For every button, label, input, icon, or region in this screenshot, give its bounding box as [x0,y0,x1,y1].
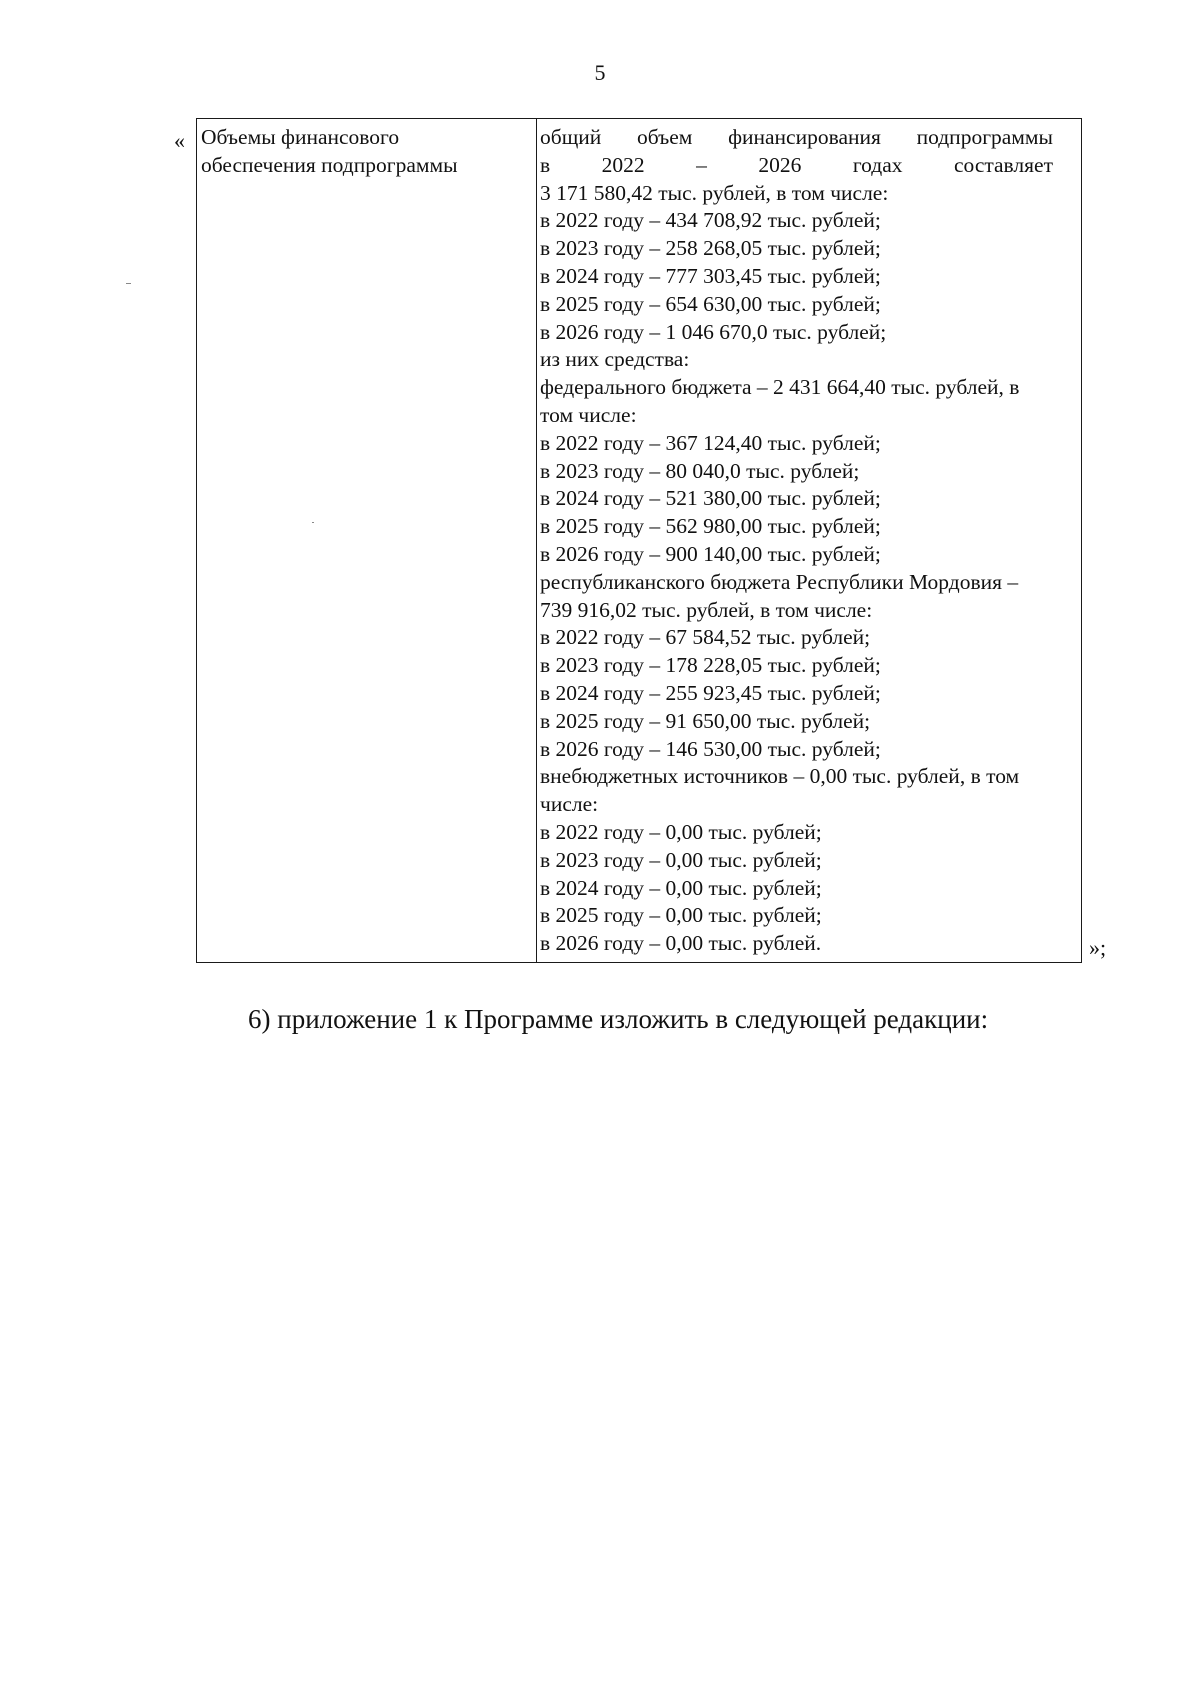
value-line: в 2023 году – 0,00 тыс. рублей; [540,847,822,872]
value-line: в 2024 году – 255 923,45 тыс. рублей; [540,680,881,705]
page-number: 5 [594,60,606,85]
value-line: в 2024 году – 0,00 тыс. рублей; [540,875,822,900]
value-line: в 2025 году – 0,00 тыс. рублей; [540,903,822,928]
value-line: в 2022 году – 434 708,92 тыс. рублей; [540,208,881,233]
value-line: в 2026 году – 1 046 670,0 тыс. рублей; [540,319,887,344]
value-line: в 2022 году – 67 584,52 тыс. рублей; [540,625,871,650]
scan-artifact [126,283,131,284]
value-line: в 2025 году – 91 650,00 тыс. рублей; [540,708,871,733]
value-line: в 2023 году – 258 268,05 тыс. рублей; [540,236,881,261]
label-cell [197,119,537,962]
word: составляет [953,152,1053,177]
value-line: федерального бюджета – 2 431 664,40 тыс. рублей, в [540,375,1020,400]
value-line: в 2025 году – 654 630,00 тыс. рублей; [540,291,881,316]
word: – [696,152,707,177]
label-line: Объемы финансового [201,125,400,149]
value-line-justified [540,152,1077,180]
value-line: из них средства: [540,347,690,372]
value-line-justified [540,124,1077,152]
value-line: в 2024 году – 777 303,45 тыс. рублей; [540,263,881,288]
value-line: в 2023 году – 178 228,05 тыс. рублей; [540,653,881,678]
financing-table [196,118,1082,963]
word: годах [852,152,903,177]
word: общий [540,125,602,149]
word: 2022 [601,152,645,177]
opening-quote: « [174,128,185,153]
word: финансирования [728,125,881,149]
word: подпрограммы [916,125,1053,149]
value-line: числе: [540,792,599,817]
word: 2026 [758,152,802,177]
value-cell [537,119,1081,962]
value-line: в 2022 году – 0,00 тыс. рублей; [540,819,822,844]
value-line: 3 171 580,42 тыс. рублей, в том числе: [540,180,889,205]
instruction-paragraph: 6) приложение 1 к Программе изложить в следующей редакции: [248,1004,989,1034]
value-line: в 2026 году – 900 140,00 тыс. рублей; [540,541,881,566]
word: объем [636,125,693,149]
value-line: в 2026 году – 0,00 тыс. рублей. [540,931,822,956]
word: в [540,152,551,177]
value-line: 739 916,02 тыс. рублей, в том числе: [540,597,873,622]
value-line: в 2025 году – 562 980,00 тыс. рублей; [540,514,881,539]
value-line: в 2024 году – 521 380,00 тыс. рублей; [540,486,881,511]
closing-quote: »; [1089,935,1107,960]
value-line: в 2026 году – 146 530,00 тыс. рублей; [540,736,881,761]
value-line: в 2022 году – 367 124,40 тыс. рублей; [540,430,881,455]
value-line: внебюджетных источников – 0,00 тыс. рублей, в том [540,764,1020,789]
value-line: том числе: [540,402,637,427]
value-line: в 2023 году – 80 040,0 тыс. рублей; [540,458,860,483]
label-line: обеспечения подпрограммы [201,152,458,177]
value-line: республиканского бюджета Республики Мордовия – [540,569,1019,594]
scan-artifact [312,522,314,523]
